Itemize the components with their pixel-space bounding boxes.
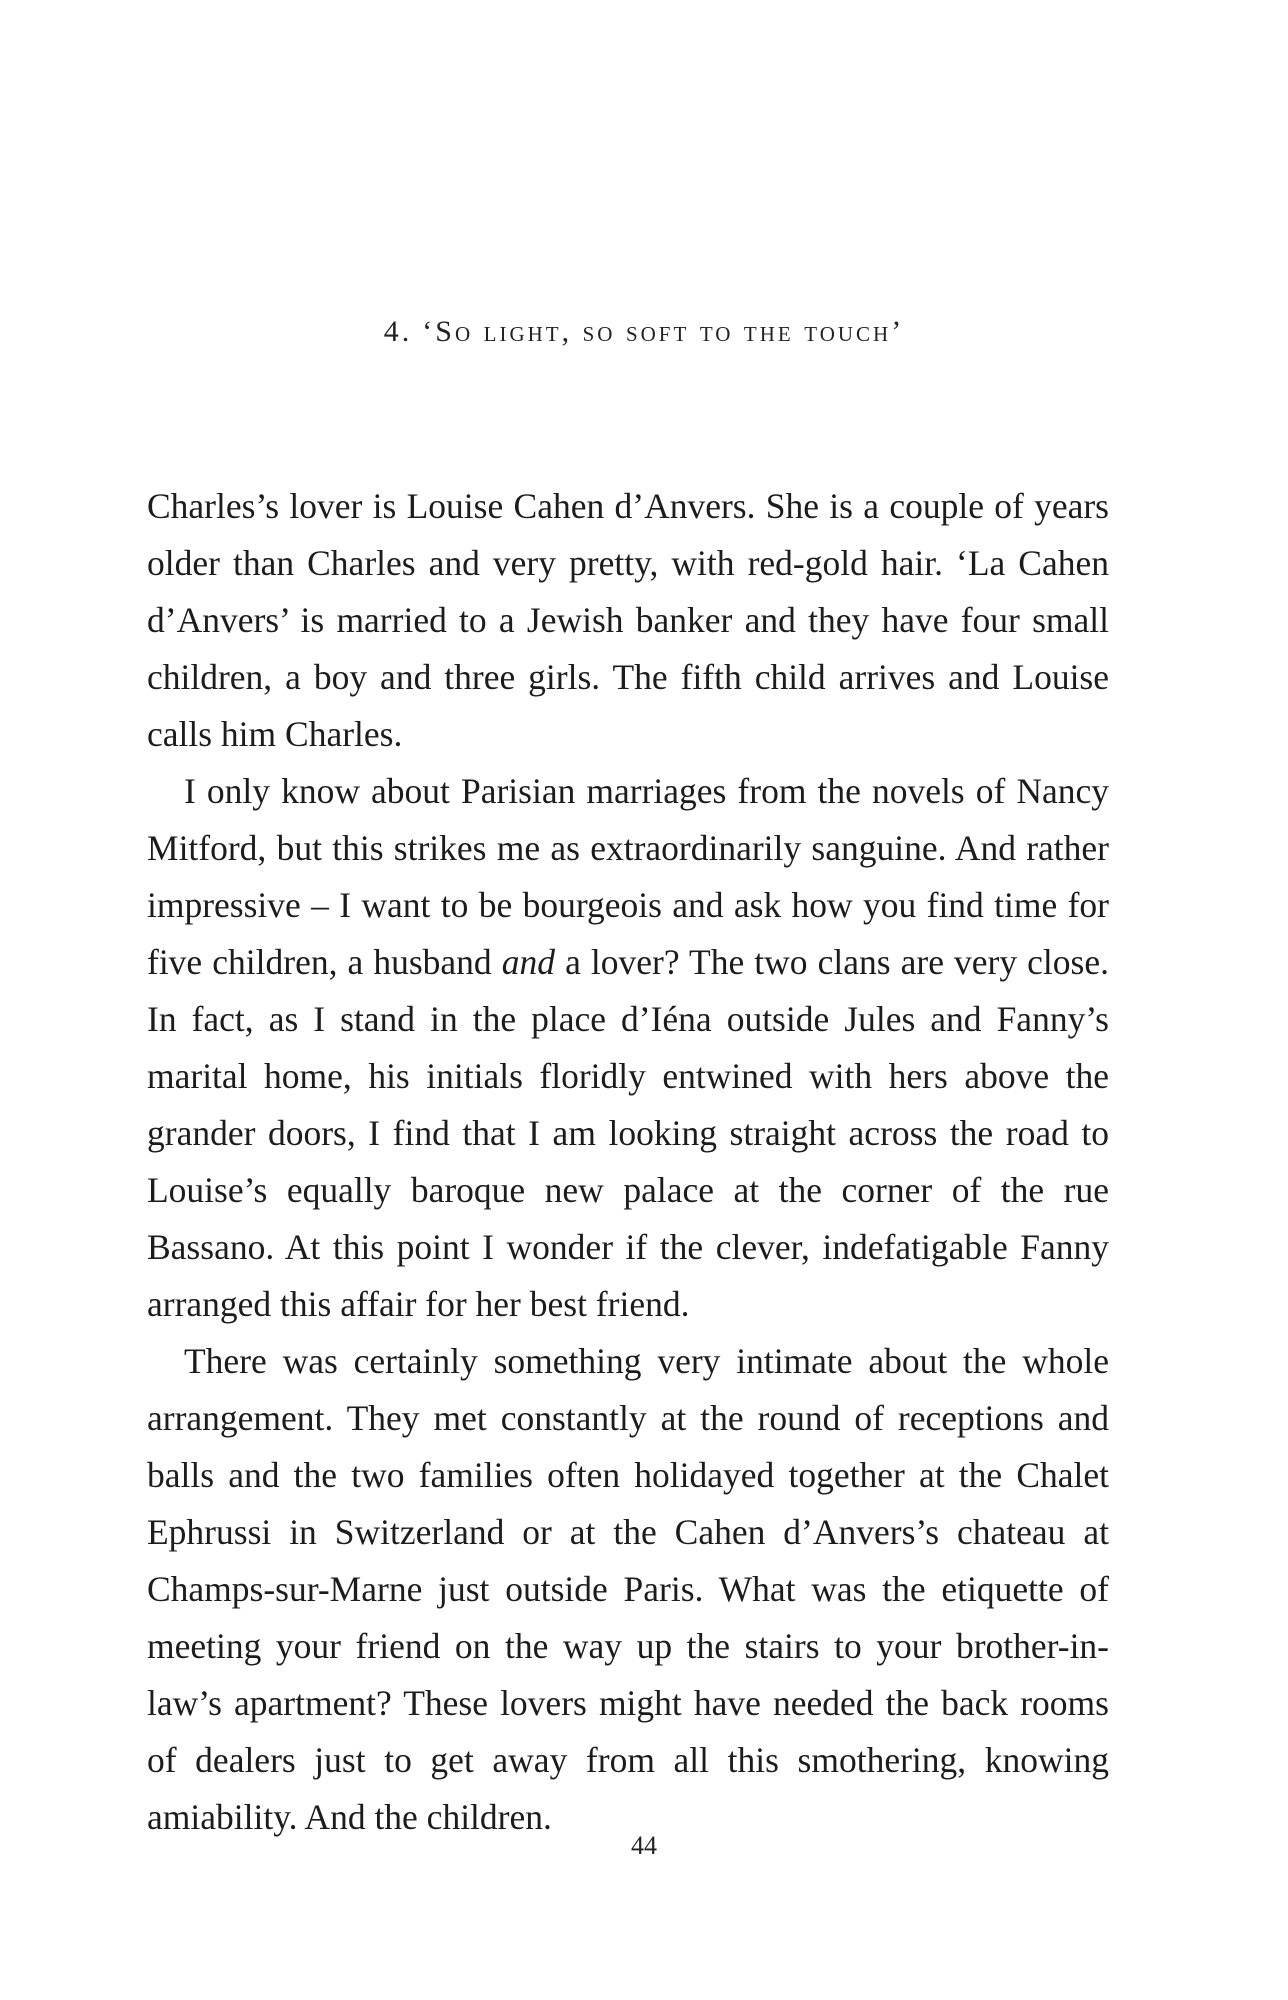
chapter-title: ‘So light, so soft to the touch’ xyxy=(422,315,905,348)
paragraph-2-before: I only know about Parisian marriages from the novels of Nancy Mitford, but this strikes me as extraordinarily sanguine. And rather impressive – I want to be bourgeois and ask how you find time for five children, a husband xyxy=(147,771,1109,982)
page-number: 44 xyxy=(631,1831,657,1860)
paragraph-3: There was certainly something very intimate about the whole arrangement. They met constantly at the round of receptions and balls and the two families often holidayed together at the Chalet Ephrussi in Switzerland or at the Cahen d’Anvers’s chateau at Champs-sur-Marne just outside Paris. What was the etiquette of meeting your friend on the way up the stairs to your brother-in-law’s apartment? These lovers might have needed the back rooms of dealers just to get away from all this smothering, knowing amiability. And the children. xyxy=(147,1341,1109,1837)
paragraph-2 xyxy=(147,763,1109,1333)
paragraph-1: Charles’s lover is Louise Cahen d’Anvers. She is a couple of years older than Charles and very pretty, with red-gold hair. ‘La Cahen d’Anvers’ is married to a Jewish banker and they have four small children, a boy and three girls. The fifth child arrives and Louise calls him Charles. xyxy=(147,486,1109,754)
paragraph-2-emphasis: and xyxy=(501,942,555,982)
paragraph-2-after: a lover? The two clans are very close. In fact, as I stand in the place d’Iéna outside Jules and Fanny’s marital home, his initials floridly entwined with hers above the grander doors, I find that I am looking straight across the road to Louise’s equally baroque new palace at the corner of the rue Bassano. At this point I wonder if the clever, indefatigable Fanny arranged this affair for her best friend. xyxy=(147,942,1109,1324)
chapter-heading xyxy=(0,315,1288,349)
body-text xyxy=(147,478,1109,1846)
chapter-number: 4. xyxy=(383,315,413,348)
